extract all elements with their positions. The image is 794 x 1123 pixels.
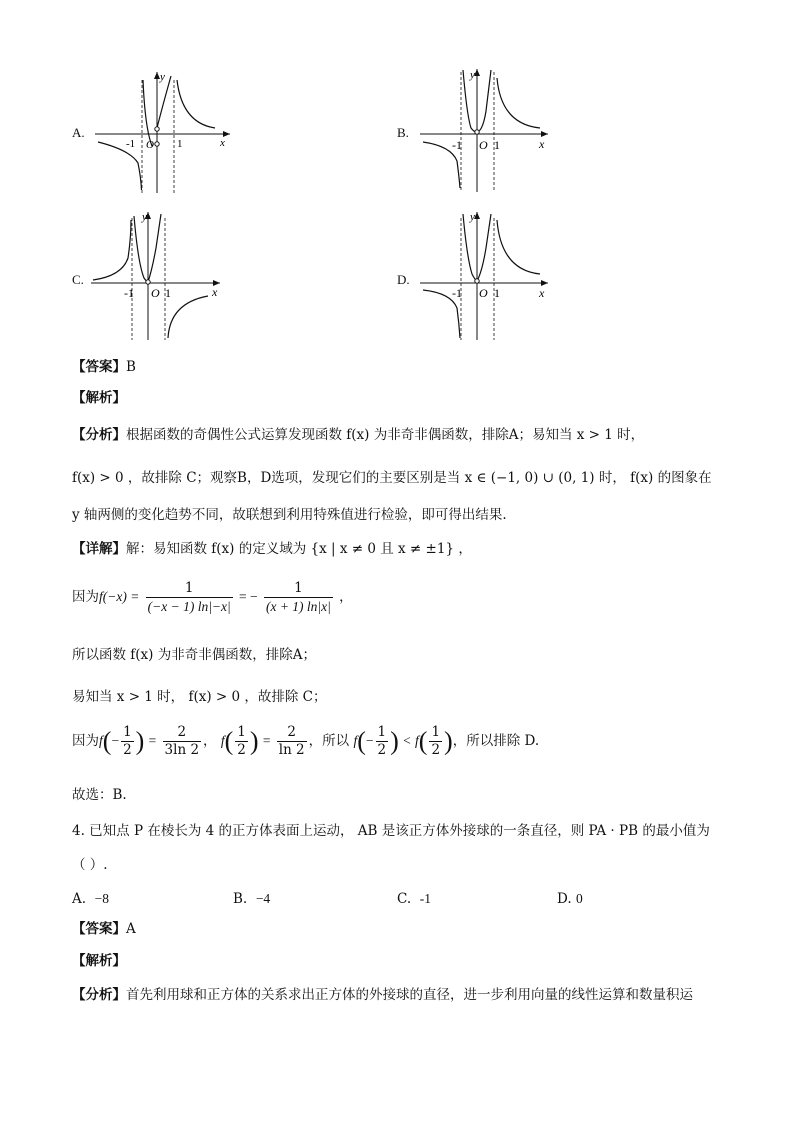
q4-option-c: C. -1 (397, 891, 431, 907)
q3-analysis-tag: 【解析】 (72, 390, 126, 406)
svg-text:y: y (470, 211, 475, 223)
q3-special-values: 因为f(− $\frac{1}{2}$ ) = $\frac{2}{3\ln 2}$ ， f( $\frac{1}{2}$ ) = $\frac{2}{\ln 2}$ ，所以 f(− $\frac{1}{2}$ ) < f( $\frac{1}{2}$ )，所以排除 D. (72, 724, 540, 758)
curve-mid-left (143, 80, 152, 146)
option-c-label: C. (72, 272, 84, 287)
graph-c (88, 208, 233, 343)
open-point-bottom (155, 142, 159, 146)
svg-text:-1: -1 (124, 286, 134, 300)
q4-stem-line2: （ ）. (72, 857, 108, 873)
svg-text:1: 1 (494, 286, 500, 300)
x-label: x (220, 137, 225, 149)
svg-text:-1: -1 (452, 138, 462, 152)
svg-text:O: O (151, 286, 160, 300)
q3-fneg-formula: 因为f(−x) = $\frac{1}{(-x - 1) \ln|-x|}$ = − $\frac{1}{(x + 1) \ln|x|}$ ， (72, 580, 353, 614)
graph-a (90, 68, 240, 198)
svg-text:x: x (539, 137, 545, 151)
svg-text:y: y (470, 69, 475, 81)
curve-right (177, 80, 215, 128)
q4-fenxi: 【分析】首先利用球和正方体的关系求出正方体的外接球的直径，进一步利用向量的线性运算和数量积运 (72, 987, 693, 1003)
option-a-label: A. (72, 125, 85, 140)
svg-text:O: O (479, 138, 488, 152)
svg-text:-1: -1 (452, 286, 462, 300)
q3-choose: 故选：B. (72, 787, 127, 803)
svg-text:1: 1 (165, 286, 171, 300)
svg-text:1: 1 (494, 138, 500, 152)
svg-text:x: x (212, 285, 218, 299)
graph-d (415, 208, 560, 343)
q3-positive-line: 易知当 x > 1 时， f(x) > 0 ，故排除 C； (72, 689, 327, 705)
option-d-label: D. (397, 272, 410, 287)
q3-parity-line: 所以函数 f(x) 为非奇非偶函数，排除A； (72, 647, 316, 663)
option-b-label: B. (397, 125, 409, 140)
origin-label: O (146, 139, 154, 151)
svg-text:x: x (539, 286, 545, 300)
q4-answer: 【答案】A (72, 921, 136, 937)
q3-fenxi-line2: f(x) > 0 ，故排除 C；观察B，D选项，发现它们的主要区别是当 x ∈ (−1, 0) ∪ (0, 1) 时， f(x) 的图象在 (72, 470, 712, 486)
curve-mid-right (157, 76, 171, 128)
graph-b (415, 66, 560, 196)
svg-text:y: y (142, 211, 147, 223)
q3-fenxi-line3: y 轴两侧的变化趋势不同，故联想到利用特殊值进行检验，即可得出结果. (72, 507, 507, 523)
q3-answer: 【答案】B (72, 359, 136, 375)
one-label: 1 (177, 138, 183, 150)
q4-analysis-tag: 【解析】 (72, 953, 126, 969)
open-point-top (155, 127, 159, 131)
y-label: y (160, 71, 165, 83)
q4-option-d: D. 0 (557, 891, 583, 907)
neg1-label: -1 (126, 138, 136, 150)
q4-option-b: B. −4 (233, 891, 271, 907)
q3-fenxi-line1: 【分析】根据函数的奇偶性公式运算发现函数 f(x) 为非奇非偶函数，排除A；易知当 x > 1 时， (72, 427, 645, 443)
q4-option-a: A. −8 (72, 891, 110, 907)
q3-xiangjie: 【详解】解：易知函数 f(x) 的定义域为 {x | x ≠ 0 且 x ≠ ±1} ， (72, 541, 472, 557)
svg-text:O: O (479, 286, 488, 300)
q4-stem-line1: 4. 已知点 P 在棱长为 4 的正方体表面上运动， AB 是该正方体外接球的一条直径，则 PA · PB 的最小值为 (72, 823, 710, 839)
